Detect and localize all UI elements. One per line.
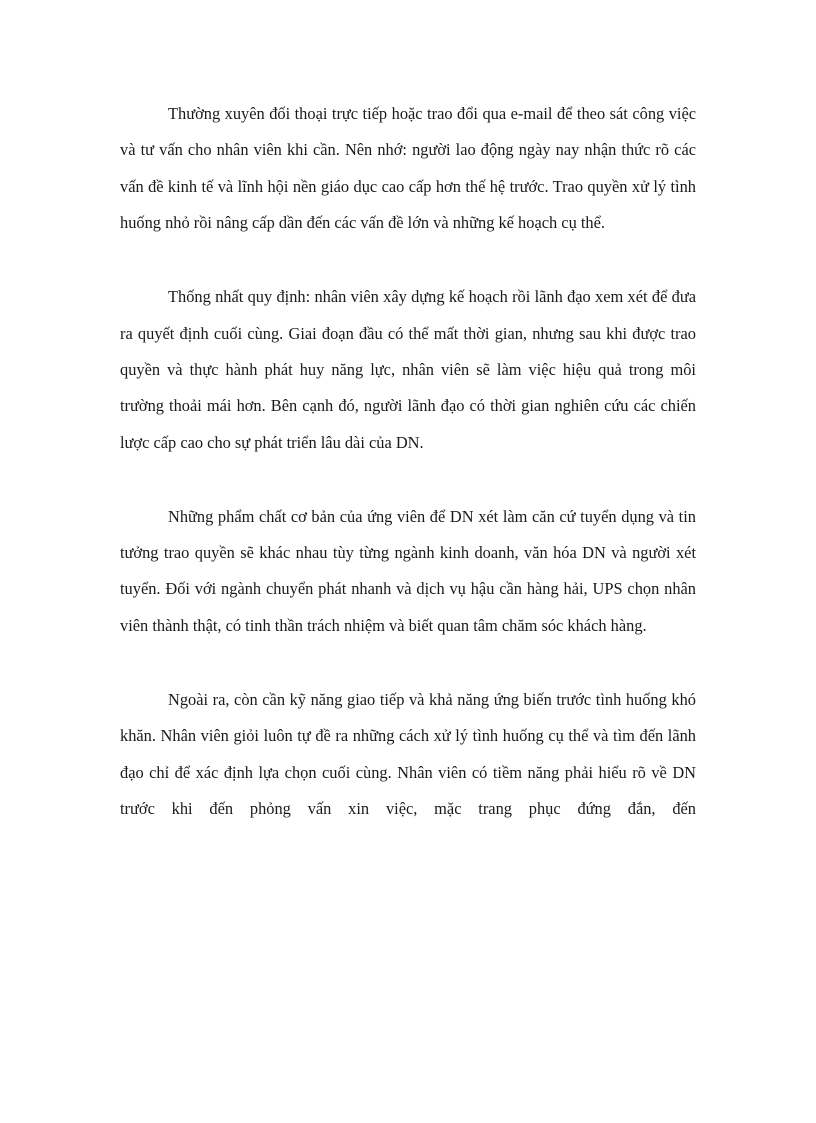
paragraph-4: Ngoài ra, còn cần kỹ năng giao tiếp và khả năng ứng biến trước tình huống khó khăn. Nhân viên giỏi luôn tự đề ra những cách xử lý tình huống cụ thể và tìm đến lãnh đạo chỉ để xác định lựa chọn cuối cùng. Nhân viên có tiềm năng phải hiểu rõ về DN trước khi đến phỏng vấn xin việc, mặc trang phục đứng đắn, đến (120, 689, 696, 818)
paragraph-1: Thường xuyên đối thoại trực tiếp hoặc trao đổi qua e-mail để theo sát công việc và tư vấn cho nhân viên khi cần. Nên nhớ: người lao động ngày nay nhận thức rõ các vấn đề kinh tế và lĩnh hội nền giáo dục cao cấp hơn thế hệ trước. Trao quyền xử lý tình huống nhỏ rồi nâng cấp dần đến các vấn đề lớn và những kế hoạch cụ thể. (120, 104, 696, 233)
document-body (120, 96, 696, 865)
paragraph-3: Những phẩm chất cơ bản của ứng viên để DN xét làm căn cứ tuyển dụng và tin tưởng trao quyền sẽ khác nhau tùy từng ngành kinh doanh, văn hóa DN và người xét tuyển. Đối với ngành chuyển phát nhanh và dịch vụ hậu cần hàng hải, UPS chọn nhân viên thành thật, có tinh thần trách nhiệm và biết quan tâm chăm sóc khách hàng. (120, 506, 696, 635)
paragraph-2: Thống nhất quy định: nhân viên xây dựng kế hoạch rồi lãnh đạo xem xét để đưa ra quyết định cuối cùng. Giai đoạn đầu có thể mất thời gian, nhưng sau khi được trao quyền và thực hành phát huy năng lực, nhân viên sẽ làm việc hiệu quả trong môi trường thoải mái hơn. Bên cạnh đó, người lãnh đạo có thời gian nghiên cứu các chiến lược cấp cao cho sự phát triển lâu dài của DN. (120, 287, 696, 452)
